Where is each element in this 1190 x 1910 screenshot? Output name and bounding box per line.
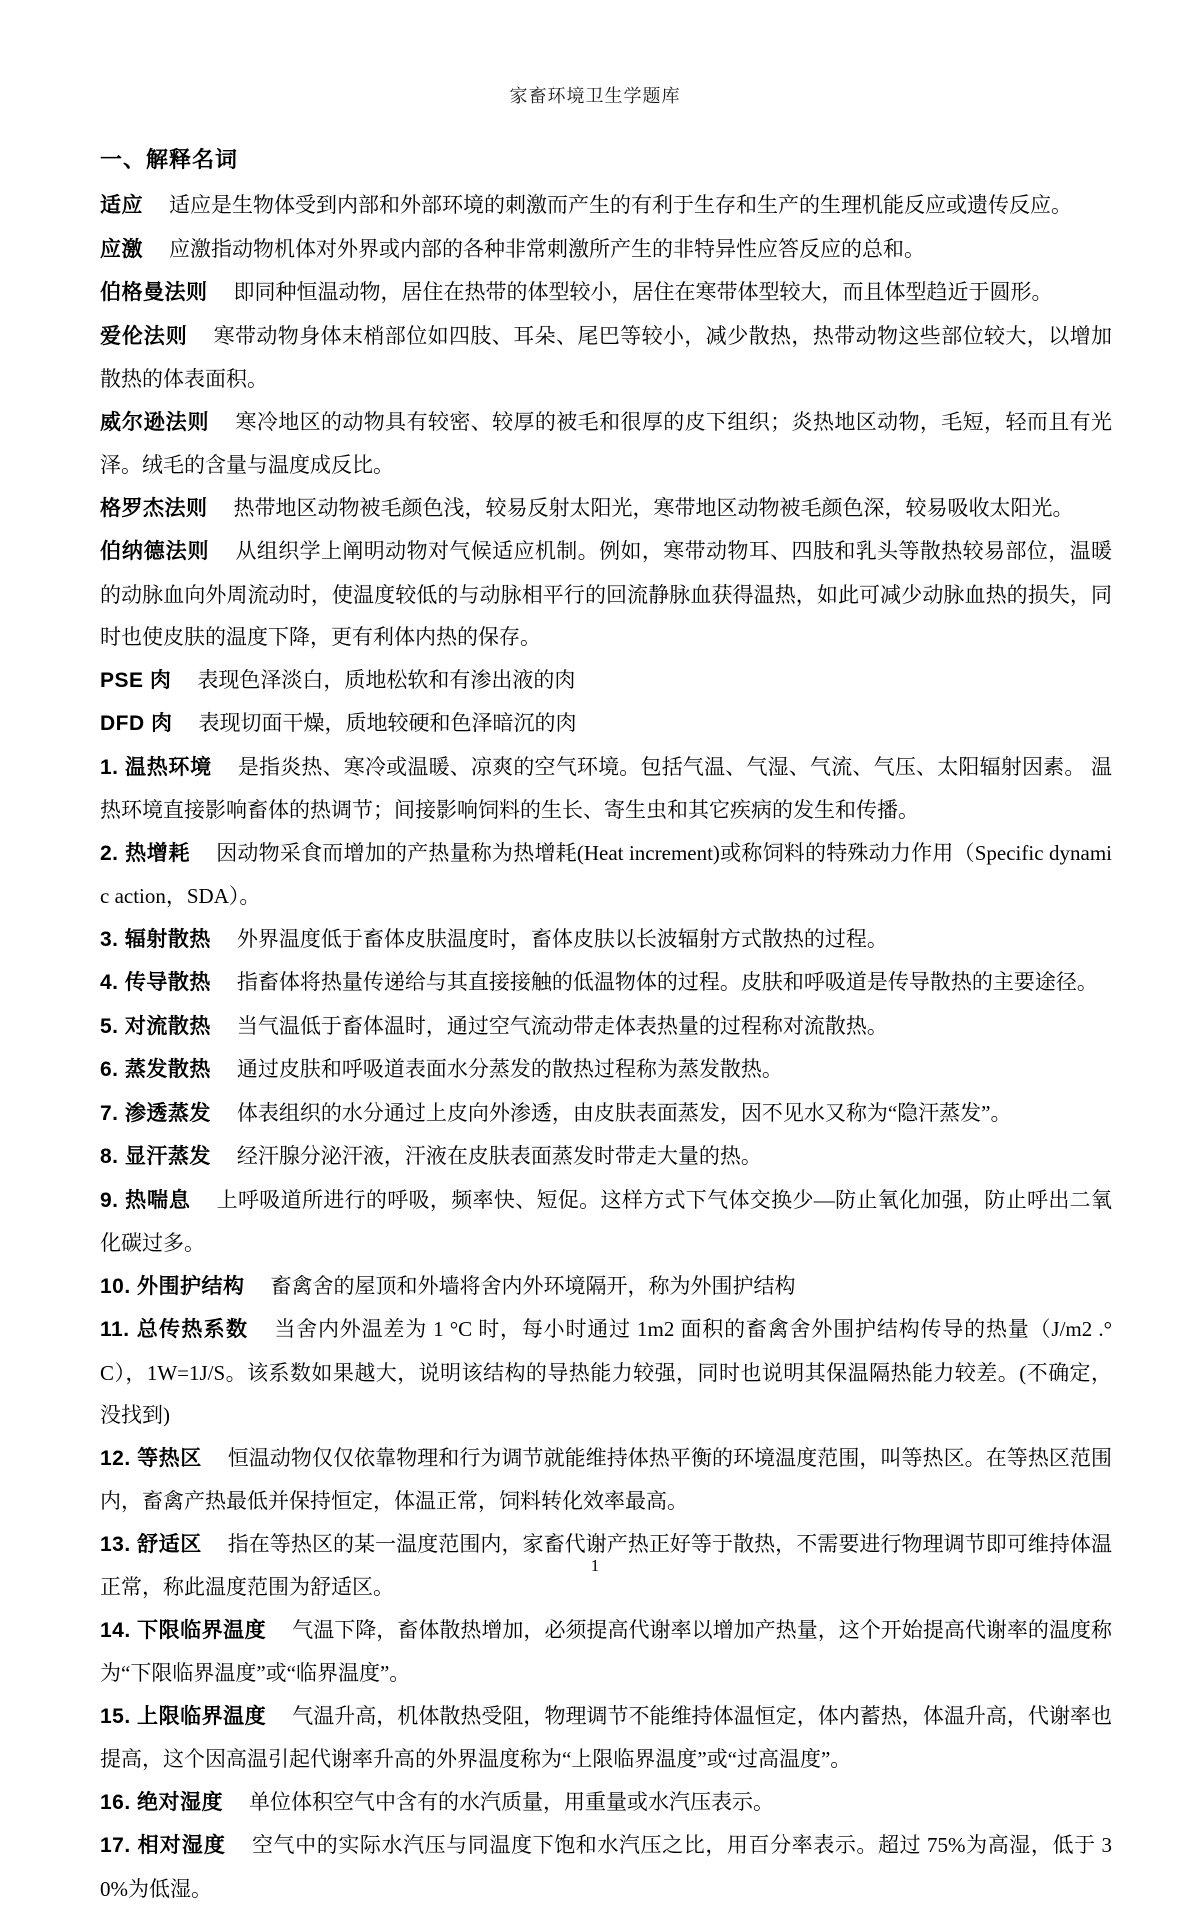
page-number: 1	[590, 1556, 600, 1575]
definition-entry	[100, 1437, 1112, 1523]
definition-entry	[100, 918, 1112, 962]
term-label: 应激	[100, 237, 143, 261]
term-definition: 因动物采食而增加的产热量称为热增耗(Heat increment)或称饲料的特殊动力作用（Specific dynamic action，SDA）。	[100, 840, 1112, 908]
term-definition: 空气中的实际水汽压与同温度下饱和水汽压之比，用百分率表示。超过 75%为高湿，低于 30%为低湿。	[100, 1833, 1112, 1901]
definition-entry	[100, 1609, 1112, 1695]
term-label: 8. 显汗蒸发	[100, 1145, 211, 1168]
definition-entry	[100, 530, 1112, 659]
term-definition: 经汗腺分泌汗液，汗液在皮肤表面蒸发时带走大量的热。	[236, 1144, 762, 1168]
term-definition: 气温下降，畜体散热增加，必须提高代谢率以增加产热量，这个开始提高代谢率的温度称为“下限临界温度”或“临界温度”。	[100, 1617, 1113, 1685]
term-label: 2. 热增耗	[100, 841, 191, 865]
term-definition: 应激指动物机体对外界或内部的各种非常刺激所产生的非特异性应答反应的总和。	[169, 236, 925, 261]
definition-entry	[100, 1005, 1112, 1049]
term-label: 格罗杰法则	[100, 496, 208, 520]
definition-entry	[100, 228, 1112, 272]
term-label: DFD 肉	[100, 712, 173, 735]
definition-entry	[100, 1695, 1112, 1781]
term-label: 伯格曼法则	[100, 281, 208, 304]
term-label: 7. 渗透蒸发	[100, 1101, 211, 1125]
definition-entry	[100, 1781, 1112, 1825]
term-definition: 外界温度低于畜体皮肤温度时，畜体皮肤以长波辐射方式散热的过程。	[236, 926, 888, 951]
term-definition: 热带地区动物被毛颜色浅，较易反射太阳光，寒带地区动物被毛颜色深，较易吸收太阳光。	[233, 495, 1074, 520]
definition-entry	[100, 184, 1112, 228]
term-definition: 当舍内外温差为 1 °C 时，每小时通过 1m2 面积的畜禽舍外围护结构传导的热量（J/m2 .°C），1W=1J/S。该系数如果越大，说明该结构的导热能力较强，同时也说明其保温隔热能力较差。(不确定，没找到)	[100, 1317, 1112, 1427]
term-label: 16. 绝对湿度	[100, 1790, 224, 1814]
term-definition: 是指炎热、寒冷或温暖、凉爽的空气环境。包括气温、气湿、气流、气压、太阳辐射因素。 温热环境直接影响畜体的热调节；间接影响饲料的生长、寄生虫和其它疾病的发生和传播。	[100, 754, 1112, 822]
term-label: PSE 肉	[100, 668, 172, 692]
term-label: 伯纳德法则	[100, 540, 210, 563]
document-body	[100, 143, 1112, 1910]
term-label: 适应	[100, 194, 143, 217]
term-label: 11. 总传热系数	[100, 1318, 249, 1341]
term-label: 10. 外围护结构	[100, 1274, 245, 1298]
term-definition: 单位体积空气中含有的水汽质量，用重量或水汽压表示。	[249, 1789, 775, 1814]
definition-entry	[100, 746, 1112, 832]
term-label: 1. 温热环境	[100, 755, 212, 779]
definitions-list	[100, 184, 1112, 1910]
term-definition: 指畜体将热量传递给与其直接接触的低温物体的过程。皮肤和呼吸道是传导散热的主要途径。	[236, 970, 1098, 994]
term-label: 15. 上限临界温度	[100, 1704, 267, 1728]
definition-entry	[100, 961, 1112, 1005]
definition-entry	[100, 1308, 1112, 1437]
definition-entry	[100, 271, 1112, 315]
definition-entry	[100, 1135, 1112, 1179]
definition-entry	[100, 1265, 1112, 1309]
term-definition: 当气温低于畜体温时，通过空气流动带走体表热量的过程称对流散热。	[236, 1013, 888, 1038]
term-label: 威尔逊法则	[100, 410, 210, 434]
term-label: 4. 传导散热	[100, 971, 211, 994]
term-label: 5. 对流散热	[100, 1014, 211, 1038]
term-label: 9. 热喘息	[100, 1188, 191, 1212]
term-label: 17. 相对湿度	[100, 1834, 226, 1857]
definition-entry	[100, 315, 1112, 401]
section-heading: 一、解释名词	[100, 147, 239, 172]
term-definition: 即同种恒温动物，居住在热带的体型较小，居住在寒带体型较大，而且体型趋近于圆形。	[233, 280, 1053, 304]
term-label: 3. 辐射散热	[100, 927, 211, 951]
term-definition: 表现色泽淡白，质地松软和有渗出液的肉	[197, 667, 576, 692]
term-definition: 寒带动物身体末梢部位如四肢、耳朵、尾巴等较小，减少散热，热带动物这些部位较大，以增加散热的体表面积。	[100, 323, 1113, 391]
definition-entry	[100, 702, 1112, 746]
term-definition: 通过皮肤和呼吸道表面水分蒸发的散热过程称为蒸发散热。	[236, 1057, 783, 1081]
term-label: 12. 等热区	[100, 1446, 202, 1470]
definition-entry	[100, 1824, 1112, 1910]
term-definition: 适应是生物体受到内部和外部环境的刺激而产生的有利于生存和生产的生理机能反应或遗传反应。	[169, 193, 1072, 217]
definition-entry	[100, 401, 1112, 487]
document-title: 家畜环境卫生学题库	[509, 86, 681, 106]
term-definition: 寒冷地区的动物具有较密、较厚的被毛和很厚的皮下组织；炎热地区动物，毛短，轻而且有光泽。绒毛的含量与温度成反比。	[100, 409, 1113, 477]
definition-entry	[100, 1179, 1112, 1265]
term-definition: 畜禽舍的屋顶和外墙将舍内外环境隔开，称为外围护结构	[270, 1273, 796, 1298]
term-label: 13. 舒适区	[100, 1532, 202, 1556]
definition-entry	[100, 1048, 1112, 1092]
term-definition: 体表组织的水分通过上皮向外渗透，由皮肤表面蒸发，因不见水又称为“隐汗蒸发”。	[236, 1100, 1012, 1125]
term-definition: 指在等热区的某一温度范围内，家畜代谢产热正好等于散热，不需要进行物理调节即可维持体温正常，称此温度范围为舒适区。	[100, 1531, 1112, 1599]
definition-entry	[100, 487, 1112, 531]
term-label: 6. 蒸发散热	[100, 1058, 211, 1081]
definition-entry	[100, 659, 1112, 703]
term-definition: 气温升高，机体散热受阻，物理调节不能维持体温恒定，体内蓄热，体温升高，代谢率也提高，这个因高温引起代谢率升高的外界温度称为“上限临界温度”或“过高温度”。	[100, 1703, 1113, 1771]
term-label: 爱伦法则	[100, 324, 188, 348]
term-definition: 表现切面干燥，质地较硬和色泽暗沉的肉	[198, 711, 577, 735]
term-label: 14. 下限临界温度	[100, 1618, 267, 1642]
term-definition: 从组织学上阐明动物对气候适应机制。例如，寒带动物耳、四肢和乳头等散热较易部位，温暖的动脉血向外周流动时，使温度较低的与动脉相平行的回流静脉血获得温热，如此可减少动脉血热的损失，同时也使皮肤的温度下降，更有利体内热的保存。	[100, 539, 1113, 649]
definition-entry	[100, 832, 1112, 918]
term-definition: 上呼吸道所进行的呼吸，频率快、短促。这样方式下气体交换少—防止氧化加强，防止呼出二氧化碳过多。	[100, 1187, 1112, 1255]
definition-entry	[100, 1092, 1112, 1136]
term-definition: 恒温动物仅仅依靠物理和行为调节就能维持体热平衡的环境温度范围，叫等热区。在等热区范围内，畜禽产热最低并保持恒定，体温正常，饲料转化效率最高。	[100, 1445, 1112, 1513]
